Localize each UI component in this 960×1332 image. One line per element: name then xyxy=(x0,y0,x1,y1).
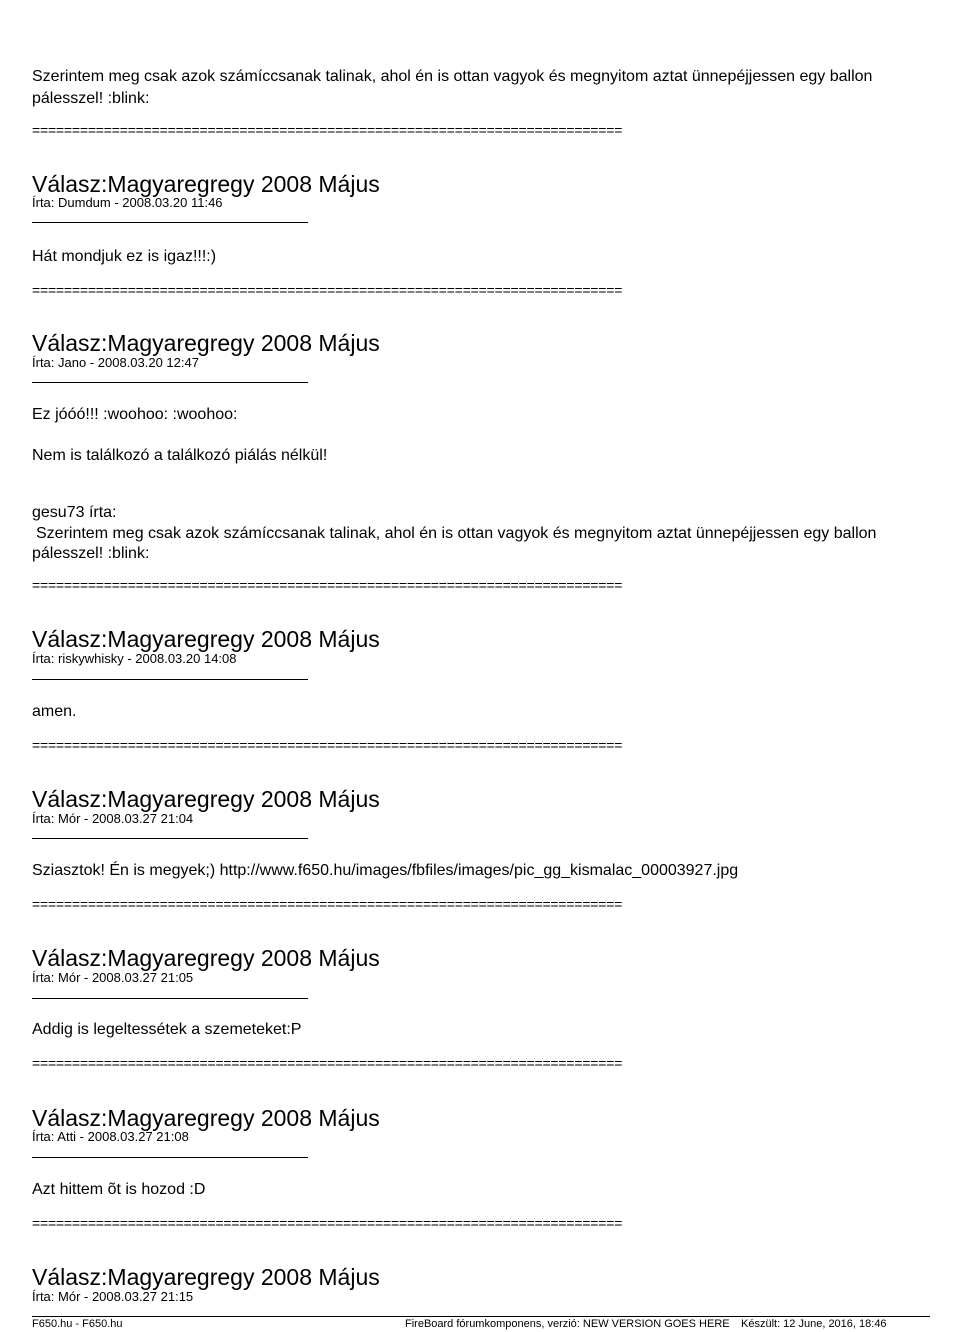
footer-site: F650.hu - F650.hu xyxy=(32,1318,123,1330)
quote-line-1: Szerintem meg csak azok számíccsanak talinak, ahol én is ottan vagyok és megnyitom aztat ünnepéjjessen egy ballon xyxy=(36,525,877,542)
post-title: Válasz:Magyaregregy 2008 Május xyxy=(32,1105,380,1131)
footer-rule xyxy=(32,1316,930,1317)
footer-timestamp: Készült: 12 June, 2016, 18:46 xyxy=(741,1318,887,1330)
post-meta: Írta: Mór - 2008.03.27 21:04 xyxy=(32,811,194,826)
post-body: Nem is találkozó a találkozó piálás nélkül! xyxy=(32,447,328,464)
post-title: Válasz:Magyaregregy 2008 Május xyxy=(32,330,380,356)
footer-component: FireBoard fórumkomponens, verzió: NEW VERSION GOES HERE xyxy=(405,1318,730,1330)
quote-line-2: pálesszel! :blink: xyxy=(32,545,150,562)
post-body: Sziasztok! Én is megyek;) http://www.f650.hu/images/fbfiles/images/pic_gg_kismalac_00003927.jpg xyxy=(32,862,739,879)
post-header-rule xyxy=(32,998,308,999)
post-title: Válasz:Magyaregregy 2008 Május xyxy=(32,945,380,971)
post-meta: Írta: Atti - 2008.03.27 21:08 xyxy=(32,1129,189,1144)
separator: ========================================================================== xyxy=(32,896,623,912)
post-body: Addig is legeltessétek a szemeteket:P xyxy=(32,1021,302,1038)
post-title: Válasz:Magyaregregy 2008 Május xyxy=(32,786,380,812)
intro-line-2: pálesszel! :blink: xyxy=(32,90,150,107)
post-header-rule xyxy=(32,222,308,223)
separator: ========================================================================== xyxy=(32,122,623,138)
separator: ========================================================================== xyxy=(32,577,623,593)
quote-author: gesu73 írta: xyxy=(32,504,117,521)
post-header-rule xyxy=(32,838,308,839)
post-meta: Írta: Mór - 2008.03.27 21:05 xyxy=(32,970,194,985)
post-body: Ez jóóó!!! :woohoo: :woohoo: xyxy=(32,406,238,423)
post-meta: Írta: Mór - 2008.03.27 21:15 xyxy=(32,1289,194,1304)
separator: ========================================================================== xyxy=(32,282,623,298)
post-title: Válasz:Magyaregregy 2008 Május xyxy=(32,1264,380,1290)
separator: ========================================================================== xyxy=(32,737,623,753)
separator: ========================================================================== xyxy=(32,1215,623,1231)
post-meta: Írta: Dumdum - 2008.03.20 11:46 xyxy=(32,195,223,210)
post-header-rule xyxy=(32,1157,308,1158)
post-meta: Írta: riskywhisky - 2008.03.20 14:08 xyxy=(32,651,237,666)
post-header-rule xyxy=(32,382,308,383)
intro-line-1: Szerintem meg csak azok számíccsanak talinak, ahol én is ottan vagyok és megnyitom aztat ünnepéjjessen egy ballon xyxy=(32,68,873,85)
post-title: Válasz:Magyaregregy 2008 Május xyxy=(32,626,380,652)
post-title: Válasz:Magyaregregy 2008 Május xyxy=(32,171,380,197)
separator: ========================================================================== xyxy=(32,1055,623,1071)
post-body: Hát mondjuk ez is igaz!!!:) xyxy=(32,248,217,265)
post-body: Azt hittem õt is hozod :D xyxy=(32,1181,206,1198)
post-meta: Írta: Jano - 2008.03.20 12:47 xyxy=(32,355,199,370)
post-body: amen. xyxy=(32,703,77,720)
post-header-rule xyxy=(32,679,308,680)
